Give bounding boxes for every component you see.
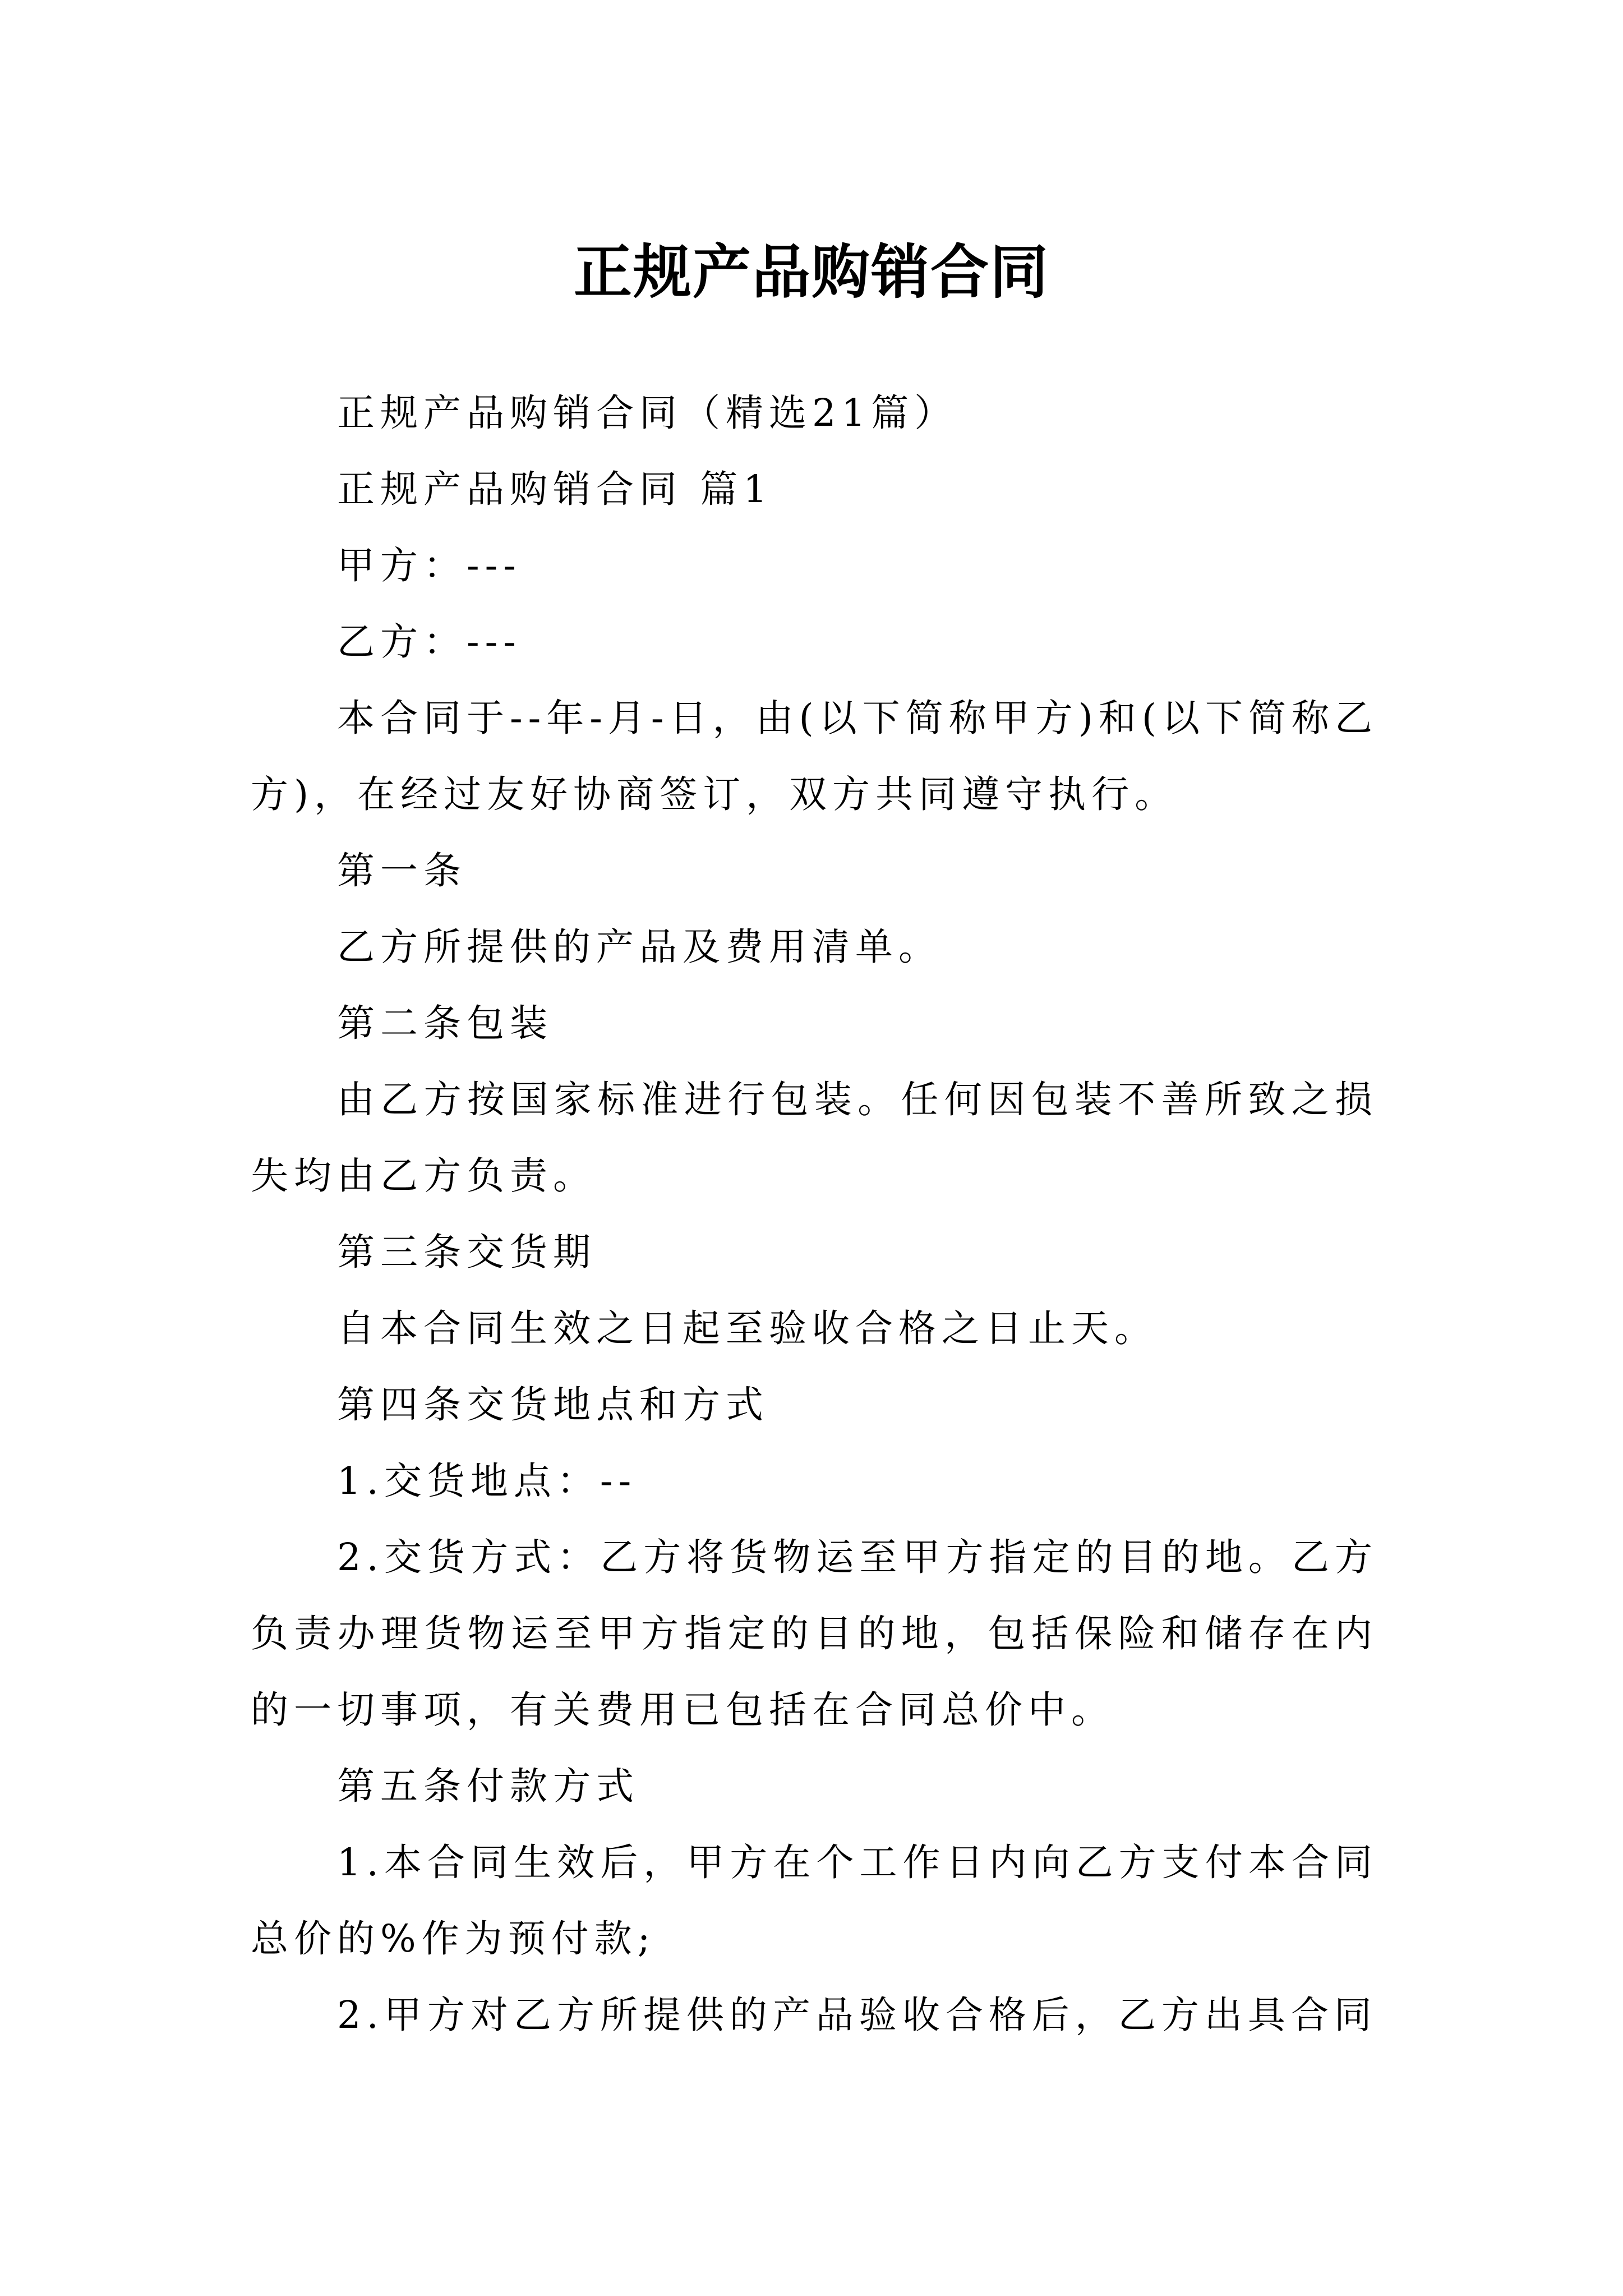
paragraph-article-1-heading: 第一条: [337, 849, 467, 892]
paragraph-intro: 本合同于--年-月-日，由(以下简称甲方)和(以下简称乙方)，在经过友好协商签订，双方共同遵守执行。: [251, 696, 1378, 816]
paragraph-article-3-heading: 第三条交货期: [337, 1230, 596, 1274]
paragraph-article-2-heading: 第二条包装: [337, 1001, 553, 1045]
document-body: [251, 375, 1378, 2053]
paragraph-article-5-item-1: 1.本合同生效后，甲方在个工作日内向乙方支付本合同总价的%作为预付款;: [251, 1841, 1378, 1961]
paragraph-article-5-heading: 第五条付款方式: [337, 1764, 639, 1808]
paragraph-article-1-body: 乙方所提供的产品及费用清单。: [337, 925, 942, 969]
paragraph-article-4-heading: 第四条交货地点和方式: [337, 1383, 769, 1427]
paragraph-article-5-item-2: 2.甲方对乙方所提供的产品验收合格后，乙方出具合同: [337, 1993, 1377, 2037]
paragraph-party-b: 乙方：---: [337, 620, 522, 664]
paragraph-party-a: 甲方：---: [337, 544, 522, 587]
document-title: 正规产品购销合同: [573, 237, 1049, 306]
paragraph-article-4-item-2: 2.交货方式：乙方将货物运至甲方指定的目的地。乙方负责办理货物运至甲方指定的目的地，包括保险和储存在内的一切事项，有关费用已包括在合同总价中。: [251, 1535, 1378, 1732]
paragraph-chapter-heading: 正规产品购销合同 篇1: [337, 467, 773, 511]
paragraph-subtitle: 正规产品购销合同（精选21篇）: [337, 391, 958, 435]
paragraph-article-4-item-1: 1.交货地点：--: [337, 1459, 637, 1503]
paragraph-article-3-body: 自本合同生效之日起至验收合格之日止天。: [337, 1306, 1158, 1350]
paragraph-article-2-body: 由乙方按国家标准进行包装。任何因包装不善所致之损失均由乙方负责。: [251, 1078, 1378, 1198]
